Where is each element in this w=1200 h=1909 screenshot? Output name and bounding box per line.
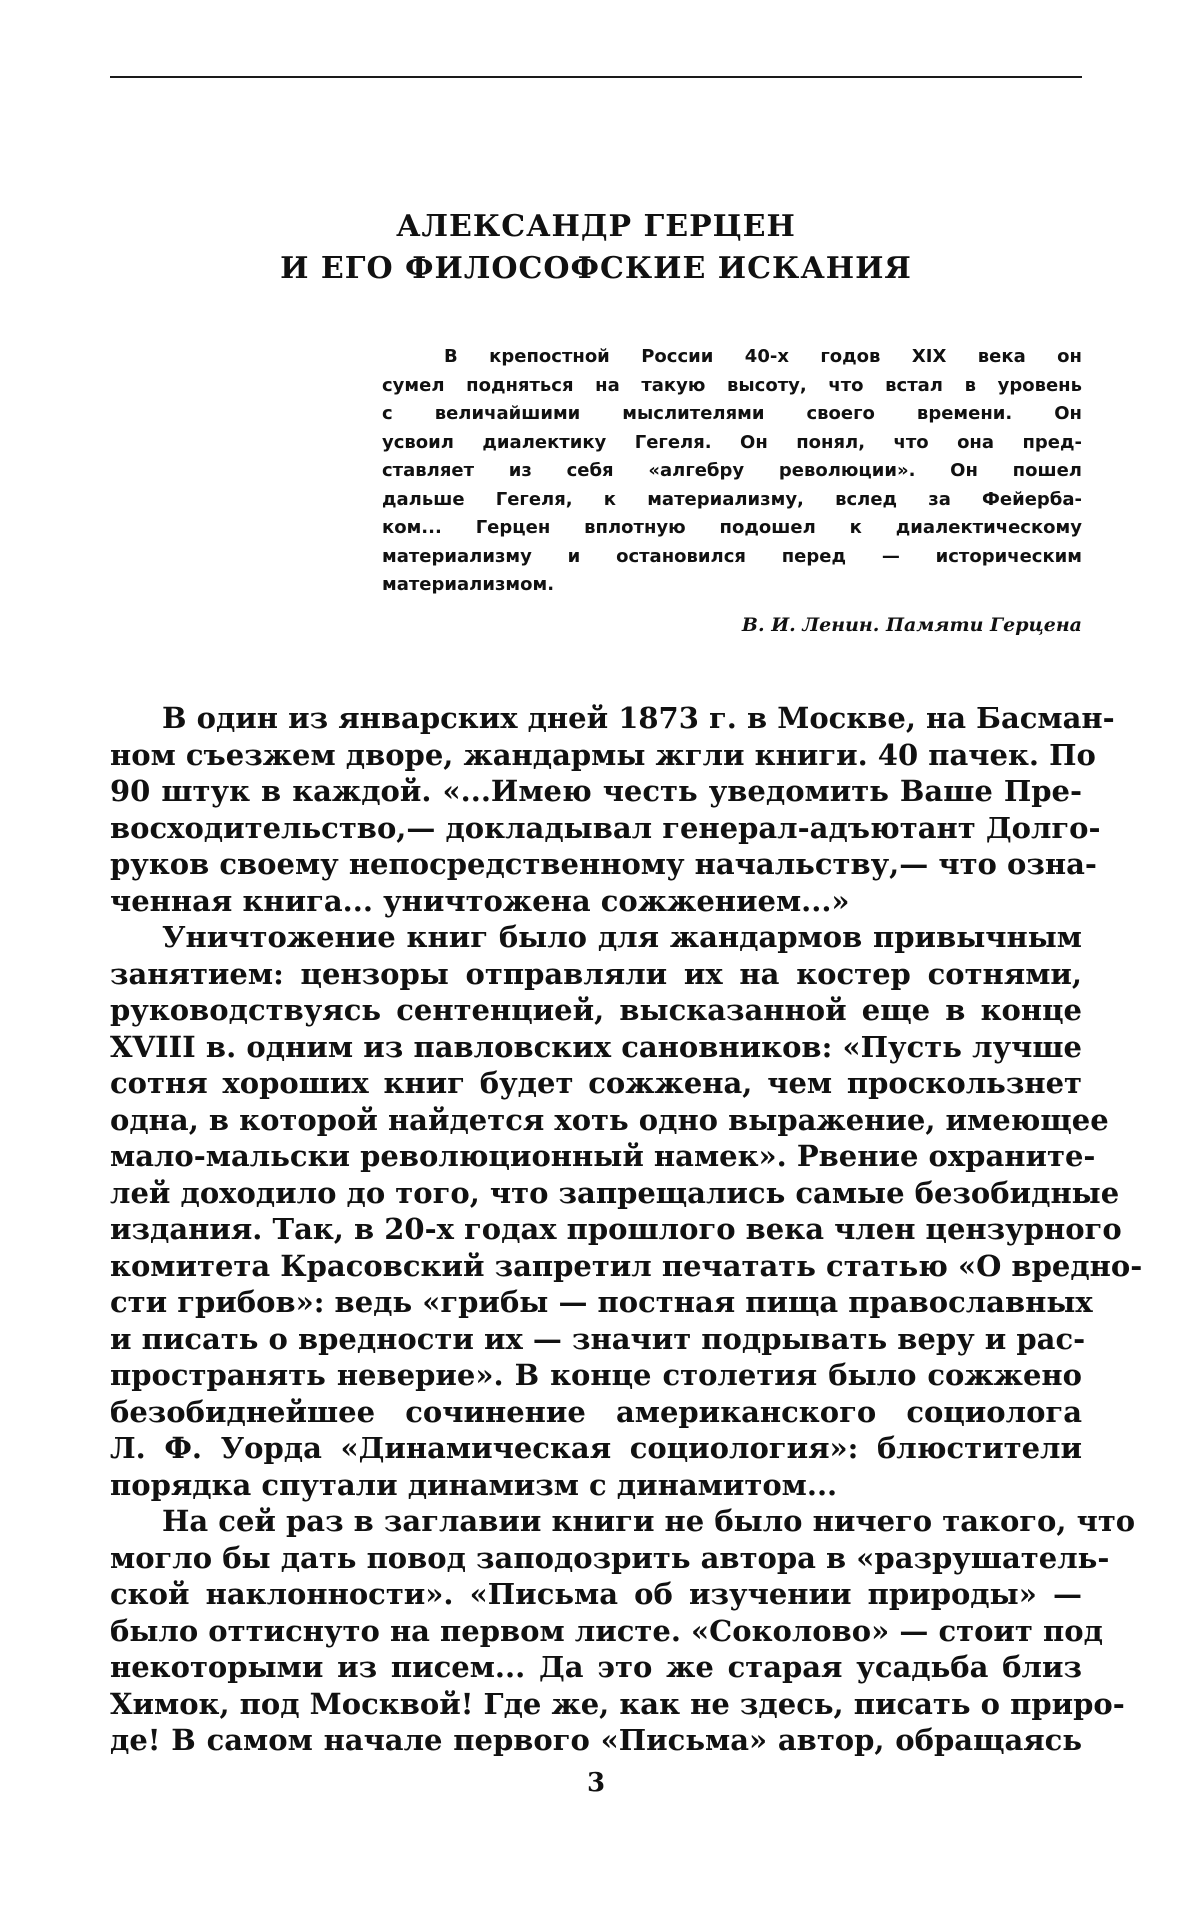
body-line: ской наклонности». «Письма об изучении природы» — [110,1577,1082,1611]
body-line: пространять неверие». В конце столетия было сожжено [110,1358,1082,1392]
body-line: мало-мальски революционный намек». Рвение охраните- [110,1139,1096,1173]
body-line: было оттиснуто на первом листе. «Соколово» — стоит под [110,1613,1103,1648]
body-text [110,700,1143,1759]
body-line: На сей раз в заглавии книги не было ничего такого, что [162,1504,1136,1538]
body-line: сотня хороших книг будет сожжена, чем проскользнет [110,1066,1082,1100]
header-rule [110,76,1082,78]
body-line: комитета Красовский запретил печатать статью «О вредно- [110,1248,1143,1283]
body-line: лей доходило до того, что запрещались самые безобидные [110,1175,1120,1210]
body-line: занятием: цензоры отправляли их на костер сотнями, [110,956,1082,991]
epigraph-line: дальше Гегеля, к материализму, вслед за Фейерба- [382,488,1082,510]
epigraph-line: ставляет из себя «алгебру революции». Он пошел [382,460,1082,481]
chapter-title [110,206,1082,290]
body-line: восходительство,— докладывал генерал-адъютант Долго- [110,810,1101,845]
epigraph-attribution: В. И. Ленин. Памяти Герцена [741,614,1082,636]
body-line: одна, в которой найдется хоть одно выражение, имеющее [110,1102,1109,1137]
body-line: 90 штук в каждой. «...Имею честь уведомить Ваше Пре- [110,774,1082,808]
epigraph-line: сумел подняться на такую высоту, что встал в уровень [382,374,1082,396]
body-line: Уничтожение книг было для жандармов привычным [162,920,1082,954]
epigraph-line: материализмом. [382,574,555,595]
epigraph-line: ком... Герцен вплотную подошел к диалектическому [382,517,1082,538]
epigraph-line: усвоил диалектику Гегеля. Он понял, что она пред- [382,431,1082,453]
chapter-title-line-1: АЛЕКСАНДР ГЕРЦЕН [396,209,796,244]
body-line: безобиднейшее сочинение американского социолога [110,1394,1082,1429]
body-line: XVIII в. одним из павловских сановников: «Пусть лучше [110,1029,1082,1064]
body-line: Л. Ф. Уорда «Динамическая социология»: блюстители [110,1431,1082,1465]
body-line: руков своему непосредственному начальству,— что озна- [110,847,1097,881]
body-line: издания. Так, в 20-х годах прошлого века член цензурного [110,1212,1122,1246]
body-line: могло бы дать повод заподозрить автора в «разрушатель- [110,1540,1110,1575]
body-line: некоторыми из писем... Да это же старая усадьба близ [110,1650,1082,1684]
body-line: ном съезжем дворе, жандармы жгли книги. 40 пачек. По [110,737,1096,772]
body-line: ченная книга... уничтожена сожжением...» [110,883,850,918]
epigraph-line: В крепостной России 40-х годов XIX века он [444,346,1082,367]
epigraph-line: материализму и остановился перед — историческим [382,545,1082,567]
epigraph-line: с величайшими мыслителями своего времени. Он [382,403,1082,424]
body-line: порядка спутали динамизм с динамитом... [110,1467,838,1502]
body-line: и писать о вредности их — значит подрывать веру и рас- [110,1321,1086,1356]
body-line: руководствуясь сентенцией, высказанной еще в конце [110,993,1082,1027]
page-number: 3 [586,1768,606,1798]
body-line: де! В самом начале первого «Письма» автор, обращаясь [110,1723,1082,1757]
epigraph [382,343,1082,600]
body-line: сти грибов»: ведь «грибы — постная пища православных [110,1285,1093,1319]
body-line: Химок, под Москвой! Где же, как не здесь, писать о приро- [110,1686,1125,1721]
chapter-title-line-2: И ЕГО ФИЛОСОФСКИЕ ИСКАНИЯ [280,251,912,286]
body-line: В один из январских дней 1873 г. в Москве, на Басман- [162,701,1115,735]
